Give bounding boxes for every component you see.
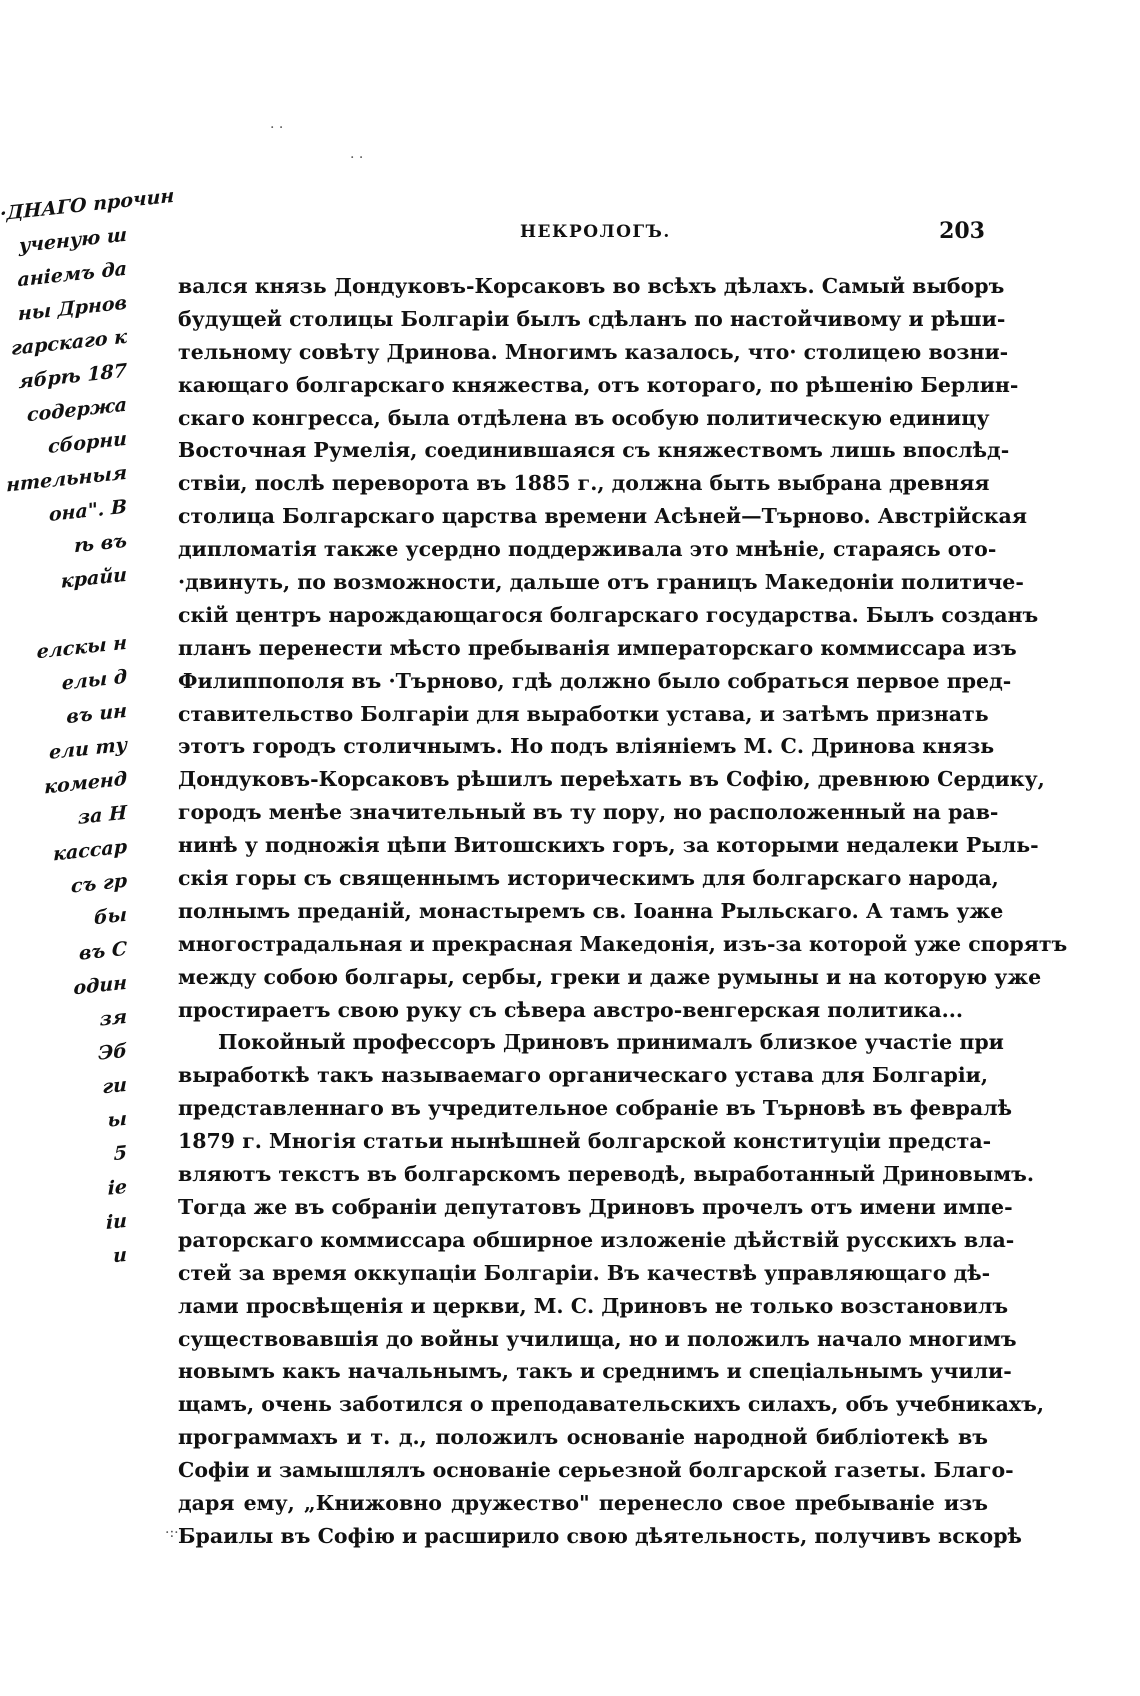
margin-fragment: аніемъ да xyxy=(17,257,127,292)
margin-fragment: ы xyxy=(107,1107,127,1132)
margin-fragment: ги xyxy=(102,1073,127,1099)
text-line: представленнаго въ учредительное собраніе въ Търновѣ въ февралѣ xyxy=(178,1096,1013,1121)
margin-fragment: бы xyxy=(93,903,127,930)
text-line: ствіи, послѣ переворота въ 1885 г., должна быть выбрана древняя xyxy=(178,471,990,496)
margin-fragment: съ гр xyxy=(71,869,127,898)
margin-fragment: елы д xyxy=(61,665,127,695)
margin-fragment: один xyxy=(73,971,127,1000)
text-line: многострадальная и прекрасная Македонія, изъ-за которой уже спорятъ xyxy=(178,931,1068,956)
text-line: городъ менѣе значительный въ ту пору, но расположенный на рав- xyxy=(178,800,999,825)
text-line: Софіи и замышлялъ основаніе серьезной болгарской газеты. Благо- xyxy=(178,1458,1014,1483)
margin-fragment: коменд xyxy=(44,767,127,799)
scan-speck: ·:· xyxy=(165,1525,179,1541)
margin-fragment: за Н xyxy=(77,801,127,829)
margin-fragment: гарскаго к xyxy=(11,325,127,360)
scan-speck: · · xyxy=(350,150,364,166)
text-line: нинѣ у подножія цѣпи Витошскихъ горъ, за которыми недалеки Рыль- xyxy=(178,833,1039,858)
text-line: Филиппополя въ ·Търново, гдѣ должно было собраться первое пред- xyxy=(178,668,1012,693)
text-line: полнымъ преданій, монастыремъ св. Іоанна Рыльскаго. А тамъ уже xyxy=(178,898,1004,923)
margin-fragment: іи xyxy=(105,1209,127,1234)
margin-fragment: кассар xyxy=(53,835,127,866)
text-line: планъ перенести мѣсто пребыванія императорскаго коммиссара изъ xyxy=(178,635,1017,660)
text-line: существовавшія до войны училища, но и положилъ начало многимъ xyxy=(178,1326,1017,1351)
margin-fragment: ны Дрнов xyxy=(18,291,127,326)
text-line: Покойный профессоръ Дриновъ принималъ близкое участіе при xyxy=(218,1030,1004,1055)
text-line: выработкѣ такъ называемаго органическаго устава для Болгаріи, xyxy=(178,1063,988,1088)
text-line: скія горы съ священнымъ историческимъ для болгарскаго народа, xyxy=(178,866,999,891)
text-line: Дондуковъ-Корсаковъ рѣшилъ переѣхать въ Софію, древнюю Сердику, xyxy=(178,767,1045,792)
text-line: этотъ городъ столичнымъ. Но подъ вліяніемъ М. С. Дринова князь xyxy=(178,734,995,759)
text-line: щамъ, очень заботился о преподавательскихъ силахъ, объ учебникахъ, xyxy=(178,1392,1044,1417)
margin-fragment: крайи xyxy=(60,563,127,593)
margin-fragment: ѣ въ xyxy=(74,529,127,558)
text-line: столица Болгарскаго царства времени Асѣней—Търново. Австрійская xyxy=(178,504,1027,529)
margin-fragment: въ ин xyxy=(66,699,127,729)
running-head xyxy=(175,218,985,248)
margin-fragment: ·ДНАГО прочин xyxy=(0,184,175,226)
margin-fragment: ели ту xyxy=(49,733,127,764)
margin-fragment: зя xyxy=(99,1005,127,1031)
margin-fragment: елскы н xyxy=(36,631,127,664)
text-line: скій центръ нарождающагося болгарскаго государства. Былъ созданъ xyxy=(178,602,1039,627)
running-title: НЕКРОЛОГЪ. xyxy=(520,222,671,242)
body-text xyxy=(178,270,1068,1553)
margin-fragment: ученую ш xyxy=(19,223,127,258)
margin-fragment: 5 xyxy=(113,1141,127,1166)
facing-page-margin xyxy=(0,184,175,1340)
text-line: вался князь Дондуковъ-Корсаковъ во всѣхъ дѣлахъ. Самый выборъ xyxy=(178,274,1005,298)
text-line: лами просвѣщенія и церкви, М. С. Дриновъ не только возстановилъ xyxy=(178,1293,1009,1318)
margin-fragment: Эб xyxy=(98,1039,127,1065)
text-line: ставительство Болгаріи для выработки устава, и затѣмъ признать xyxy=(178,701,989,726)
margin-fragment: ябрѣ 187 xyxy=(18,359,127,394)
margin-fragment: содержа xyxy=(27,393,127,427)
scan-speck: · · xyxy=(270,120,284,136)
page-number: 203 xyxy=(939,218,985,244)
text-line: скаго конгресса, была отдѣлена въ особую политическую единицу xyxy=(178,405,990,430)
margin-fragment: и xyxy=(113,1243,127,1268)
text-line: Тогда же въ собраніи депутатовъ Дриновъ прочелъ отъ имени импе- xyxy=(178,1194,1013,1219)
margin-fragment: въ С xyxy=(78,937,127,965)
text-line: ·двинуть, по возможности, дальше отъ границъ Македоніи политиче- xyxy=(178,570,1024,595)
text-line: 1879 г. Многія статьи нынѣшней болгарской конституціи предста- xyxy=(178,1129,992,1154)
text-line: вляютъ текстъ въ болгарскомъ переводѣ, выработанный Дриновымъ. xyxy=(178,1162,1034,1187)
text-line: Браилы въ Софію и расширило свою дѣятельность, получивъ вскорѣ xyxy=(178,1523,1022,1548)
margin-fragment: сборни xyxy=(48,427,127,459)
text-line: даря ему, „Книжовно дружество" перенесло свое пребываніе изъ xyxy=(178,1490,988,1515)
text-line: простираетъ свою руку съ сѣвера австро-венгерская политика... xyxy=(178,997,964,1022)
margin-fragment: іе xyxy=(107,1175,127,1200)
text-line: между собою болгары, сербы, греки и даже румыны и на которую уже xyxy=(178,964,1042,989)
text-line: Восточная Румелія, соединившаяся съ княжествомъ лишь впослѣд- xyxy=(178,438,1010,463)
margin-fragment: она". В xyxy=(48,495,127,526)
text-line: раторскаго коммиссара обширное изложеніе дѣйствій русскихъ вла- xyxy=(178,1227,1015,1252)
text-line: новымъ какъ начальнымъ, такъ и среднимъ и спеціальнымъ учили- xyxy=(178,1359,1012,1384)
text-line: кающаго болгарскаго княжества, отъ котораго, по рѣшенію Берлин- xyxy=(178,372,1019,397)
text-line: дипломатія также усердно поддерживала это мнѣніе, стараясь ото- xyxy=(178,537,997,562)
margin-fragment: нтельныя xyxy=(6,461,127,497)
text-line: программахъ и т. д., положилъ основаніе народной библіотекѣ въ xyxy=(178,1425,988,1450)
text-line: стей за время оккупаціи Болгаріи. Въ качествѣ управляющаго дѣ- xyxy=(178,1260,991,1285)
text-line: тельному совѣту Дринова. Многимъ казалось, что· столицею возни- xyxy=(178,339,1009,364)
text-line: будущей столицы Болгаріи былъ сдѣланъ по настойчивому и рѣши- xyxy=(178,306,1006,331)
